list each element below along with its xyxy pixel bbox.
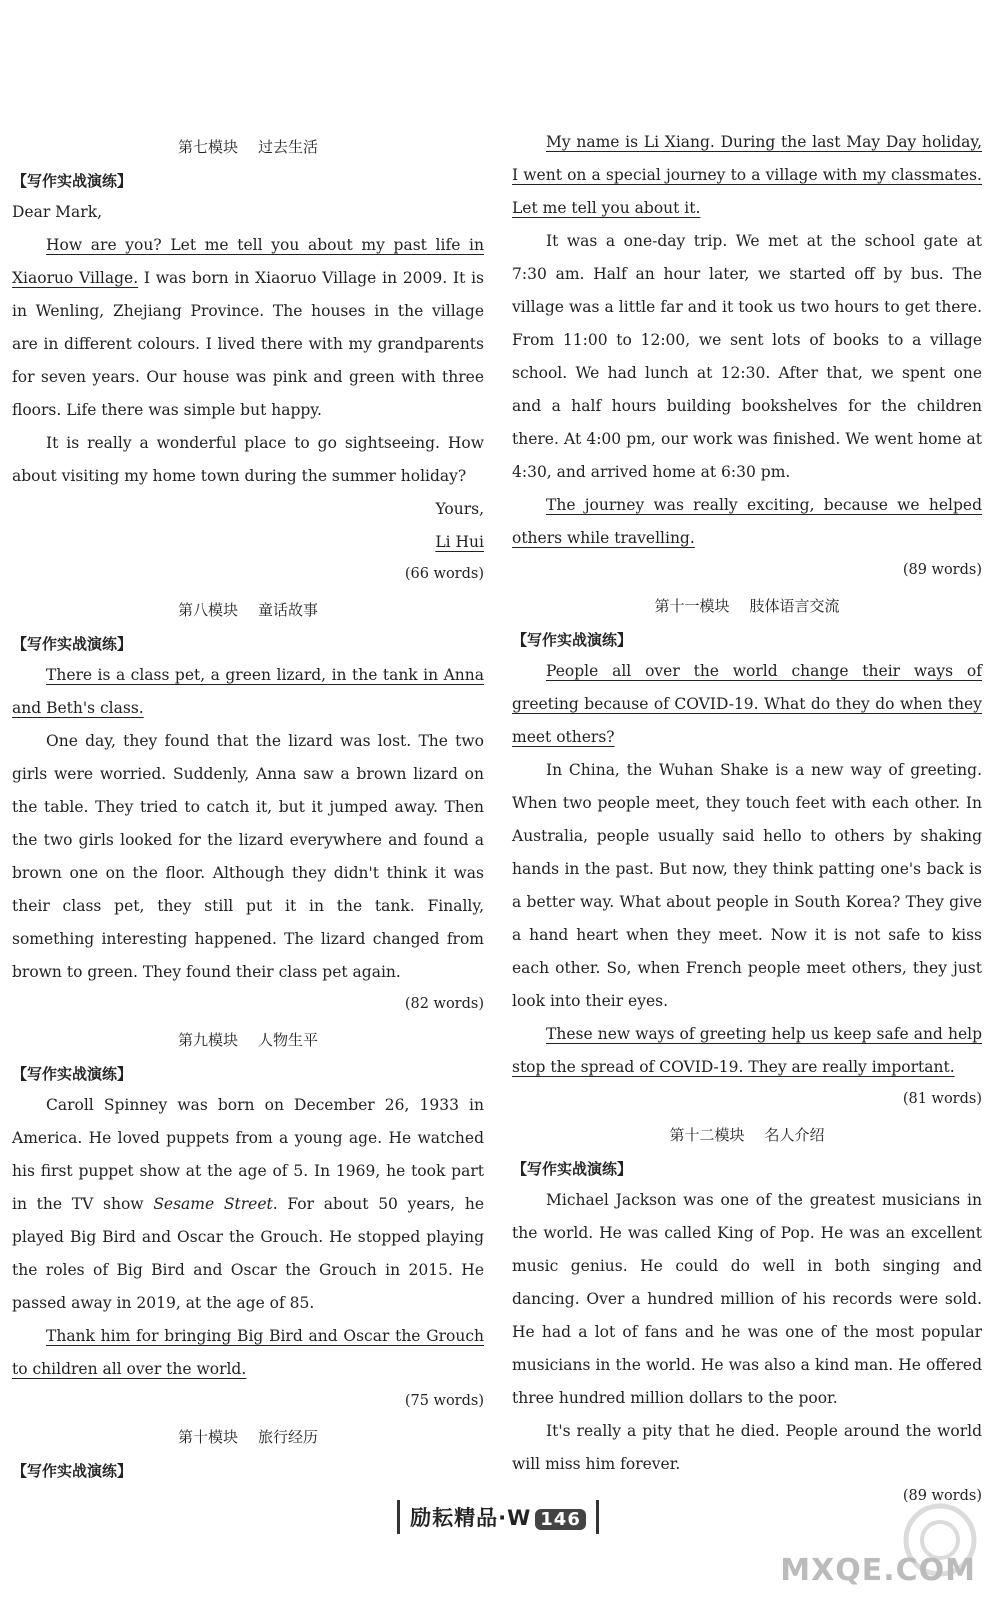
module-11-paragraph-2: In China, the Wuhan Shake is a new way of greeting. When two people meet, they touch feet with each other. In Australia, people usually said hello to others by shaking hands in the past. But now, they think patting one's back is a better way. What about people in South Korea? They give a hand heart when they meet. Now it is not safe to kiss each other. So, when French people meet others, they just look into their eyes. xyxy=(512,761,982,1010)
module-8-paragraph-1: There is a class pet, a green lizard, in the tank in Anna and Beth's class. xyxy=(12,666,484,717)
module-12-paragraph-1: Michael Jackson was one of the greatest musicians in the world. He was called King of Pop. He was an excellent music genius. He could do well in both singing and dancing. Over a hundred million of his records were sold. He had a lot of fans and he was one of the most popular musicians in the world. He was also a kind man. He offered three hundred million dollars to the poor. xyxy=(512,1191,982,1407)
module-12-title: 第十二模块 名人介绍 xyxy=(669,1126,825,1144)
module-12-word-count: (89 words) xyxy=(902,1488,982,1504)
module-8-paragraph-2: One day, they found that the lizard was lost. The two girls were worried. Suddenly, Anna saw a brown lizard on the table. They tried to catch it, but it jumped away. Then the two girls looked for the lizard everywhere and found a brown one on the floor. Although they didn't think it was their class pet, they still put it in the tank. Finally, something interesting happened. The lizard changed from brown to green. They found their class pet again. xyxy=(12,732,484,981)
module-10-paragraph-1: My name is Li Xiang. During the last May Day holiday, I went on a special journey to a village with my classmates. Let me tell you about it. xyxy=(512,133,982,217)
module-7-closing: Yours, xyxy=(435,500,484,518)
module-9-section: 【写作实战演练】 xyxy=(12,1065,133,1083)
module-11-word-count: (81 words) xyxy=(902,1091,982,1107)
module-7-paragraph-1: How are you? Let me tell you about my past life in Xiaoruo Village. I was born in Xiaoruo Village in 2009. It is in Wenling, Zhejiang Province. The houses in the village are in different colours. I lived there with my grandparents for seven years. Our house was pink and green with three floors. Life there was simple but happy. xyxy=(12,236,484,419)
page-footer xyxy=(0,1500,996,1540)
module-10-word-count: (89 words) xyxy=(902,562,982,578)
module-11-title: 第十一模块 肢体语言交流 xyxy=(654,597,840,615)
module-11-paragraph-1: People all over the world change their ways of greeting because of COVID-19. What do they do when they meet others? xyxy=(512,662,982,746)
module-12-section: 【写作实战演练】 xyxy=(512,1160,633,1178)
module-9-paragraph-2: Thank him for bringing Big Bird and Oscar the Grouch to children all over the world. xyxy=(12,1327,484,1378)
module-7-title: 第七模块 过去生活 xyxy=(177,138,319,156)
right-column xyxy=(512,126,982,1515)
module-8-section: 【写作实战演练】 xyxy=(12,635,133,653)
brand-logo: 励耘精品·W 146 xyxy=(397,1500,599,1534)
module-7-section: 【写作实战演练】 xyxy=(12,172,133,190)
module-9-word-count: (75 words) xyxy=(404,1393,484,1409)
module-11-paragraph-3: These new ways of greeting help us keep safe and help stop the spread of COVID-19. They are really important. xyxy=(512,1025,982,1076)
module-7-paragraph-2: It is really a wonderful place to go sightseeing. How about visiting my home town during the summer holiday? xyxy=(12,434,484,485)
left-column xyxy=(12,126,484,1486)
module-8-title: 第八模块 童话故事 xyxy=(177,601,319,619)
module-10-paragraph-2: It was a one-day trip. We met at the school gate at 7:30 am. Half an hour later, we started off by bus. The village was a little far and it took us two hours to get there. From 11:00 to 12:00, we sent lots of books to a village school. We had lunch at 12:30. After that, we spent one and a half hours building bookshelves for the children there. At 4:00 pm, our work was finished. We went home at 4:30, and arrived home at 6:30 pm. xyxy=(512,232,982,481)
module-7-salutation: Dear Mark, xyxy=(12,203,103,221)
module-12-paragraph-2: It's really a pity that he died. People around the world will miss him forever. xyxy=(512,1422,982,1473)
watermark: MXQE.COM xyxy=(780,1553,976,1588)
module-7-signature: Li Hui xyxy=(435,533,484,551)
module-7-word-count: (66 words) xyxy=(404,566,484,582)
module-10-title: 第十模块 旅行经历 xyxy=(177,1428,319,1446)
module-11-section: 【写作实战演练】 xyxy=(512,631,633,649)
module-10-section: 【写作实战演练】 xyxy=(12,1462,133,1480)
module-9-title: 第九模块 人物生平 xyxy=(177,1031,319,1049)
module-10-paragraph-3: The journey was really exciting, because we helped others while travelling. xyxy=(512,496,982,547)
page-number: 146 xyxy=(535,1509,586,1530)
module-8-word-count: (82 words) xyxy=(404,996,484,1012)
module-9-paragraph-1: Caroll Spinney was born on December 26, 1933 in America. He loved puppets from a young age. He watched his first puppet show at the age of 5. In 1969, he took part in the TV show Sesame Street. For about 50 years, he played Big Bird and Oscar the Grouch. He stopped playing the roles of Big Bird and Oscar the Grouch in 2015. He passed away in 2019, at the age of 85. xyxy=(12,1096,484,1312)
